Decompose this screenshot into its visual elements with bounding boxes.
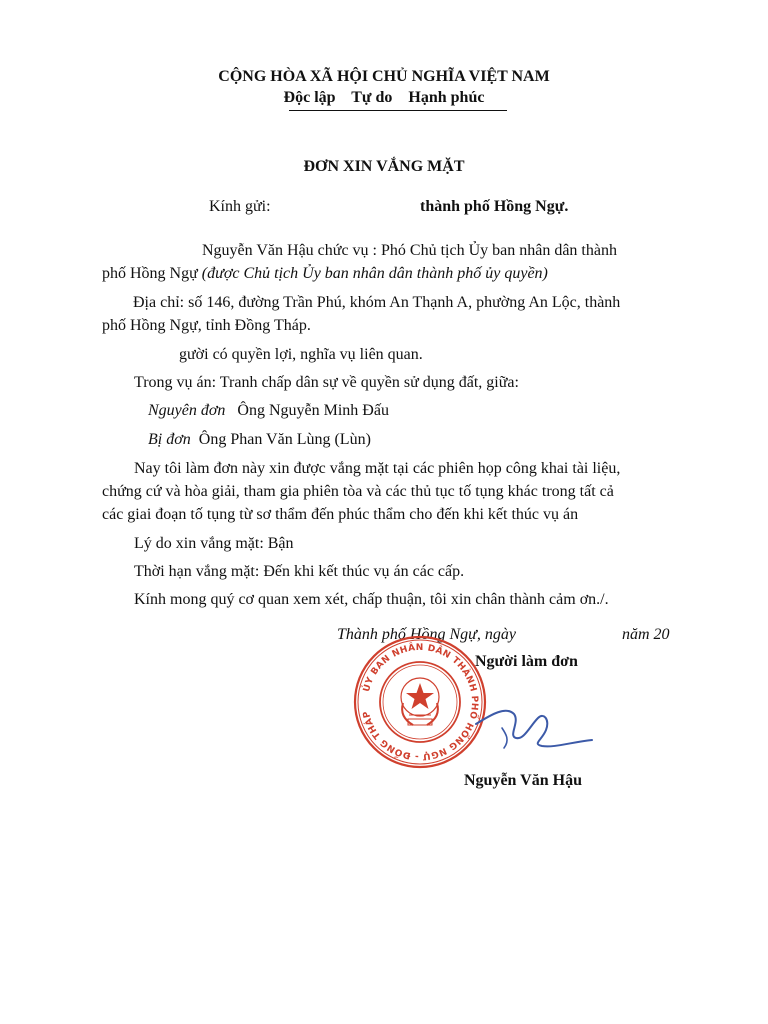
motto-underline [289, 110, 507, 111]
case-line: Trong vụ án: Tranh chấp dân sự về quyền sử dụng đất, giữa: [134, 374, 519, 391]
duration-line: Thời hạn vắng mặt: Đến khi kết thúc vụ án các cấp. [134, 563, 465, 580]
place-date: Thành phố Hồng Ngự, ngày [337, 626, 516, 643]
national-motto: Độc lập Tự do Hạnh phúc [283, 89, 485, 106]
defendant-name: Ông Phan Văn Lùng (Lùn) [198, 431, 371, 448]
document-title: ĐƠN XIN VẮNG MẶT [303, 158, 465, 175]
request-line-3: các giai đoạn tố tụng từ sơ thẩm đến phúc thẩm cho đến khi kết thúc vụ án [102, 506, 579, 523]
plaintiff-label: Nguyên đơn [148, 402, 226, 419]
defendant-row [148, 431, 371, 449]
role-line: gười có quyền lợi, nghĩa vụ liên quan. [179, 346, 423, 363]
address-line-1: Địa chỉ: số 146, đường Trần Phú, khóm An Thạnh A, phường An Lộc, thành [133, 294, 621, 311]
recipient-name: thành phố Hồng Ngự. [420, 198, 569, 215]
defendant-label: Bị đơn [148, 431, 191, 448]
request-line-2: chứng cứ và hòa giải, tham gia phiên tòa và các thủ tục tố tụng khác trong tất cả [102, 483, 614, 500]
signer-title: Người làm đơn [475, 653, 578, 670]
intro-line-1: Nguyễn Văn Hậu chức vụ : Phó Chủ tịch Ủy ban nhân dân thành [202, 242, 617, 259]
date-year: năm 20 [622, 626, 670, 643]
address-line-2: phố Hồng Ngự, tỉnh Đồng Tháp. [102, 317, 311, 334]
handwritten-signature [462, 700, 602, 760]
national-emblem-icon [401, 678, 439, 725]
recipient-label: Kính gửi: [209, 198, 271, 215]
seal-text: ỦY BAN NHÂN DÂN THÀNH PHỐ HỒNG NGỰ - ĐỒNG THÁP [361, 642, 480, 762]
intro-line-2-italic: (được Chủ tịch Ủy ban nhân dân thành phố ủy quyền) [201, 265, 548, 282]
closing-line: Kính mong quý cơ quan xem xét, chấp thuận, tôi xin chân thành cảm ơn./. [134, 591, 609, 608]
request-line-1: Nay tôi làm đơn này xin được vắng mặt tại các phiên họp công khai tài liệu, [134, 460, 621, 477]
signer-name: Nguyễn Văn Hậu [464, 772, 582, 789]
plaintiff-row [148, 402, 389, 420]
intro-line-2-text: phố Hồng Ngự [102, 265, 202, 282]
intro-line-2 [102, 265, 548, 283]
reason-line: Lý do xin vắng mặt: Bận [134, 535, 294, 552]
national-title: CỘNG HÒA XÃ HỘI CHỦ NGHĨA VIỆT NAM [218, 68, 550, 85]
plaintiff-name: Ông Nguyễn Minh Đấu [237, 402, 389, 419]
